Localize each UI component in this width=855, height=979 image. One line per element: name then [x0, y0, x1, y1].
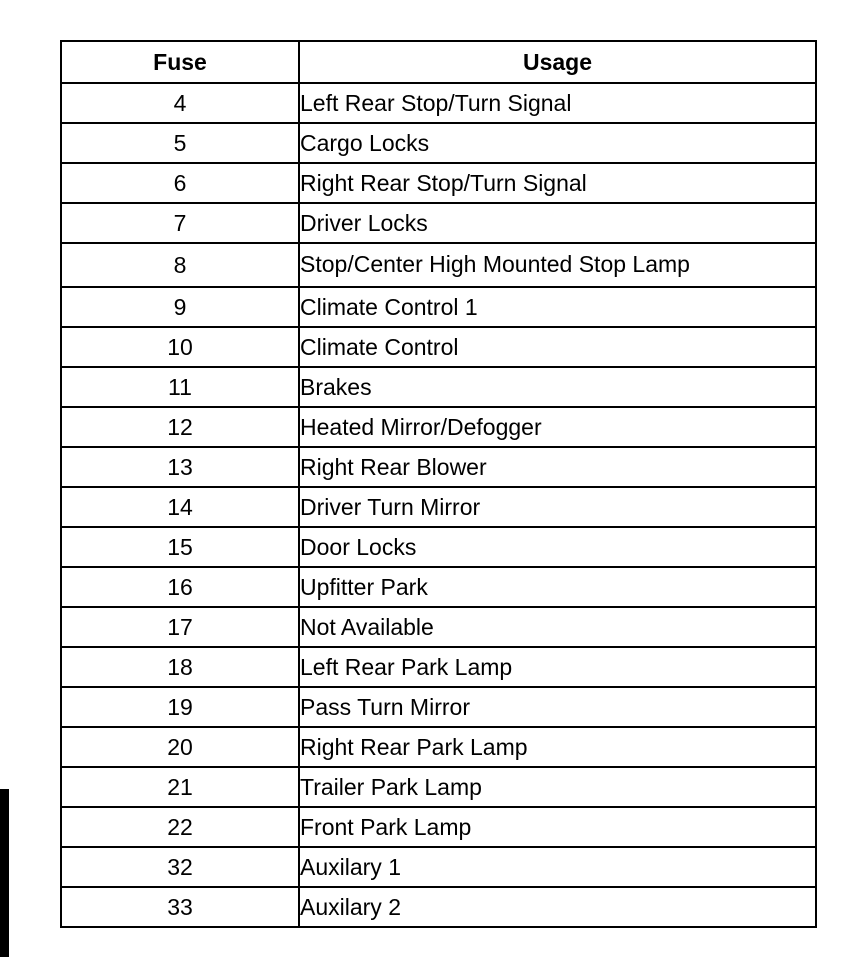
- table-row: [61, 407, 816, 447]
- table-header-row: [61, 41, 816, 83]
- table-row: [61, 887, 816, 927]
- fuse-usage: Climate Control: [299, 327, 816, 367]
- column-header-fuse: Fuse: [61, 41, 299, 83]
- fuse-usage: Front Park Lamp: [299, 807, 816, 847]
- table-row: [61, 727, 816, 767]
- table-row: [61, 647, 816, 687]
- fuse-usage: Right Rear Stop/Turn Signal: [299, 163, 816, 203]
- fuse-number: 19: [61, 687, 299, 727]
- fuse-number: 22: [61, 807, 299, 847]
- table-row: [61, 163, 816, 203]
- fuse-number: 15: [61, 527, 299, 567]
- fuse-number: 16: [61, 567, 299, 607]
- fuse-number: 11: [61, 367, 299, 407]
- fuse-number: 18: [61, 647, 299, 687]
- fuse-usage: Not Available: [299, 607, 816, 647]
- fuse-usage: Driver Turn Mirror: [299, 487, 816, 527]
- fuse-usage: Right Rear Blower: [299, 447, 816, 487]
- table-row: [61, 287, 816, 327]
- fuse-number: 13: [61, 447, 299, 487]
- fuse-number: 20: [61, 727, 299, 767]
- fuse-usage: Pass Turn Mirror: [299, 687, 816, 727]
- fuse-number: 4: [61, 83, 299, 123]
- fuse-number: 5: [61, 123, 299, 163]
- table-row: [61, 687, 816, 727]
- table-row: [61, 243, 816, 287]
- table-row: [61, 327, 816, 367]
- fuse-number: 7: [61, 203, 299, 243]
- fuse-usage: Driver Locks: [299, 203, 816, 243]
- fuse-usage: Brakes: [299, 367, 816, 407]
- fuse-usage: Right Rear Park Lamp: [299, 727, 816, 767]
- table-row: [61, 567, 816, 607]
- table-row: [61, 123, 816, 163]
- fuse-number: 6: [61, 163, 299, 203]
- fuse-number: 10: [61, 327, 299, 367]
- table-body: [61, 83, 816, 927]
- fuse-usage-table: [60, 40, 817, 928]
- fuse-number: 14: [61, 487, 299, 527]
- fuse-usage: Left Rear Stop/Turn Signal: [299, 83, 816, 123]
- fuse-usage: Heated Mirror/Defogger: [299, 407, 816, 447]
- column-header-usage: Usage: [299, 41, 816, 83]
- fuse-number: 8: [61, 243, 299, 287]
- table-row: [61, 447, 816, 487]
- fuse-usage: Upfitter Park: [299, 567, 816, 607]
- table-row: [61, 527, 816, 567]
- fuse-usage: Trailer Park Lamp: [299, 767, 816, 807]
- fuse-usage: Door Locks: [299, 527, 816, 567]
- fuse-number: 17: [61, 607, 299, 647]
- fuse-usage: Climate Control 1: [299, 287, 816, 327]
- table-row: [61, 203, 816, 243]
- fuse-number: 12: [61, 407, 299, 447]
- table-row: [61, 487, 816, 527]
- fuse-number: 9: [61, 287, 299, 327]
- table-row: [61, 607, 816, 647]
- fuse-number: 32: [61, 847, 299, 887]
- fuse-number: 33: [61, 887, 299, 927]
- fuse-usage: Stop/Center High Mounted Stop Lamp: [299, 243, 816, 287]
- page-edge-tab: [0, 789, 9, 957]
- table-row: [61, 767, 816, 807]
- table-row: [61, 847, 816, 887]
- fuse-usage: Auxilary 1: [299, 847, 816, 887]
- table-row: [61, 807, 816, 847]
- table-row: [61, 83, 816, 123]
- fuse-usage: Left Rear Park Lamp: [299, 647, 816, 687]
- fuse-usage: Cargo Locks: [299, 123, 816, 163]
- fuse-usage-table-container: [60, 40, 815, 928]
- table-row: [61, 367, 816, 407]
- fuse-number: 21: [61, 767, 299, 807]
- fuse-usage: Auxilary 2: [299, 887, 816, 927]
